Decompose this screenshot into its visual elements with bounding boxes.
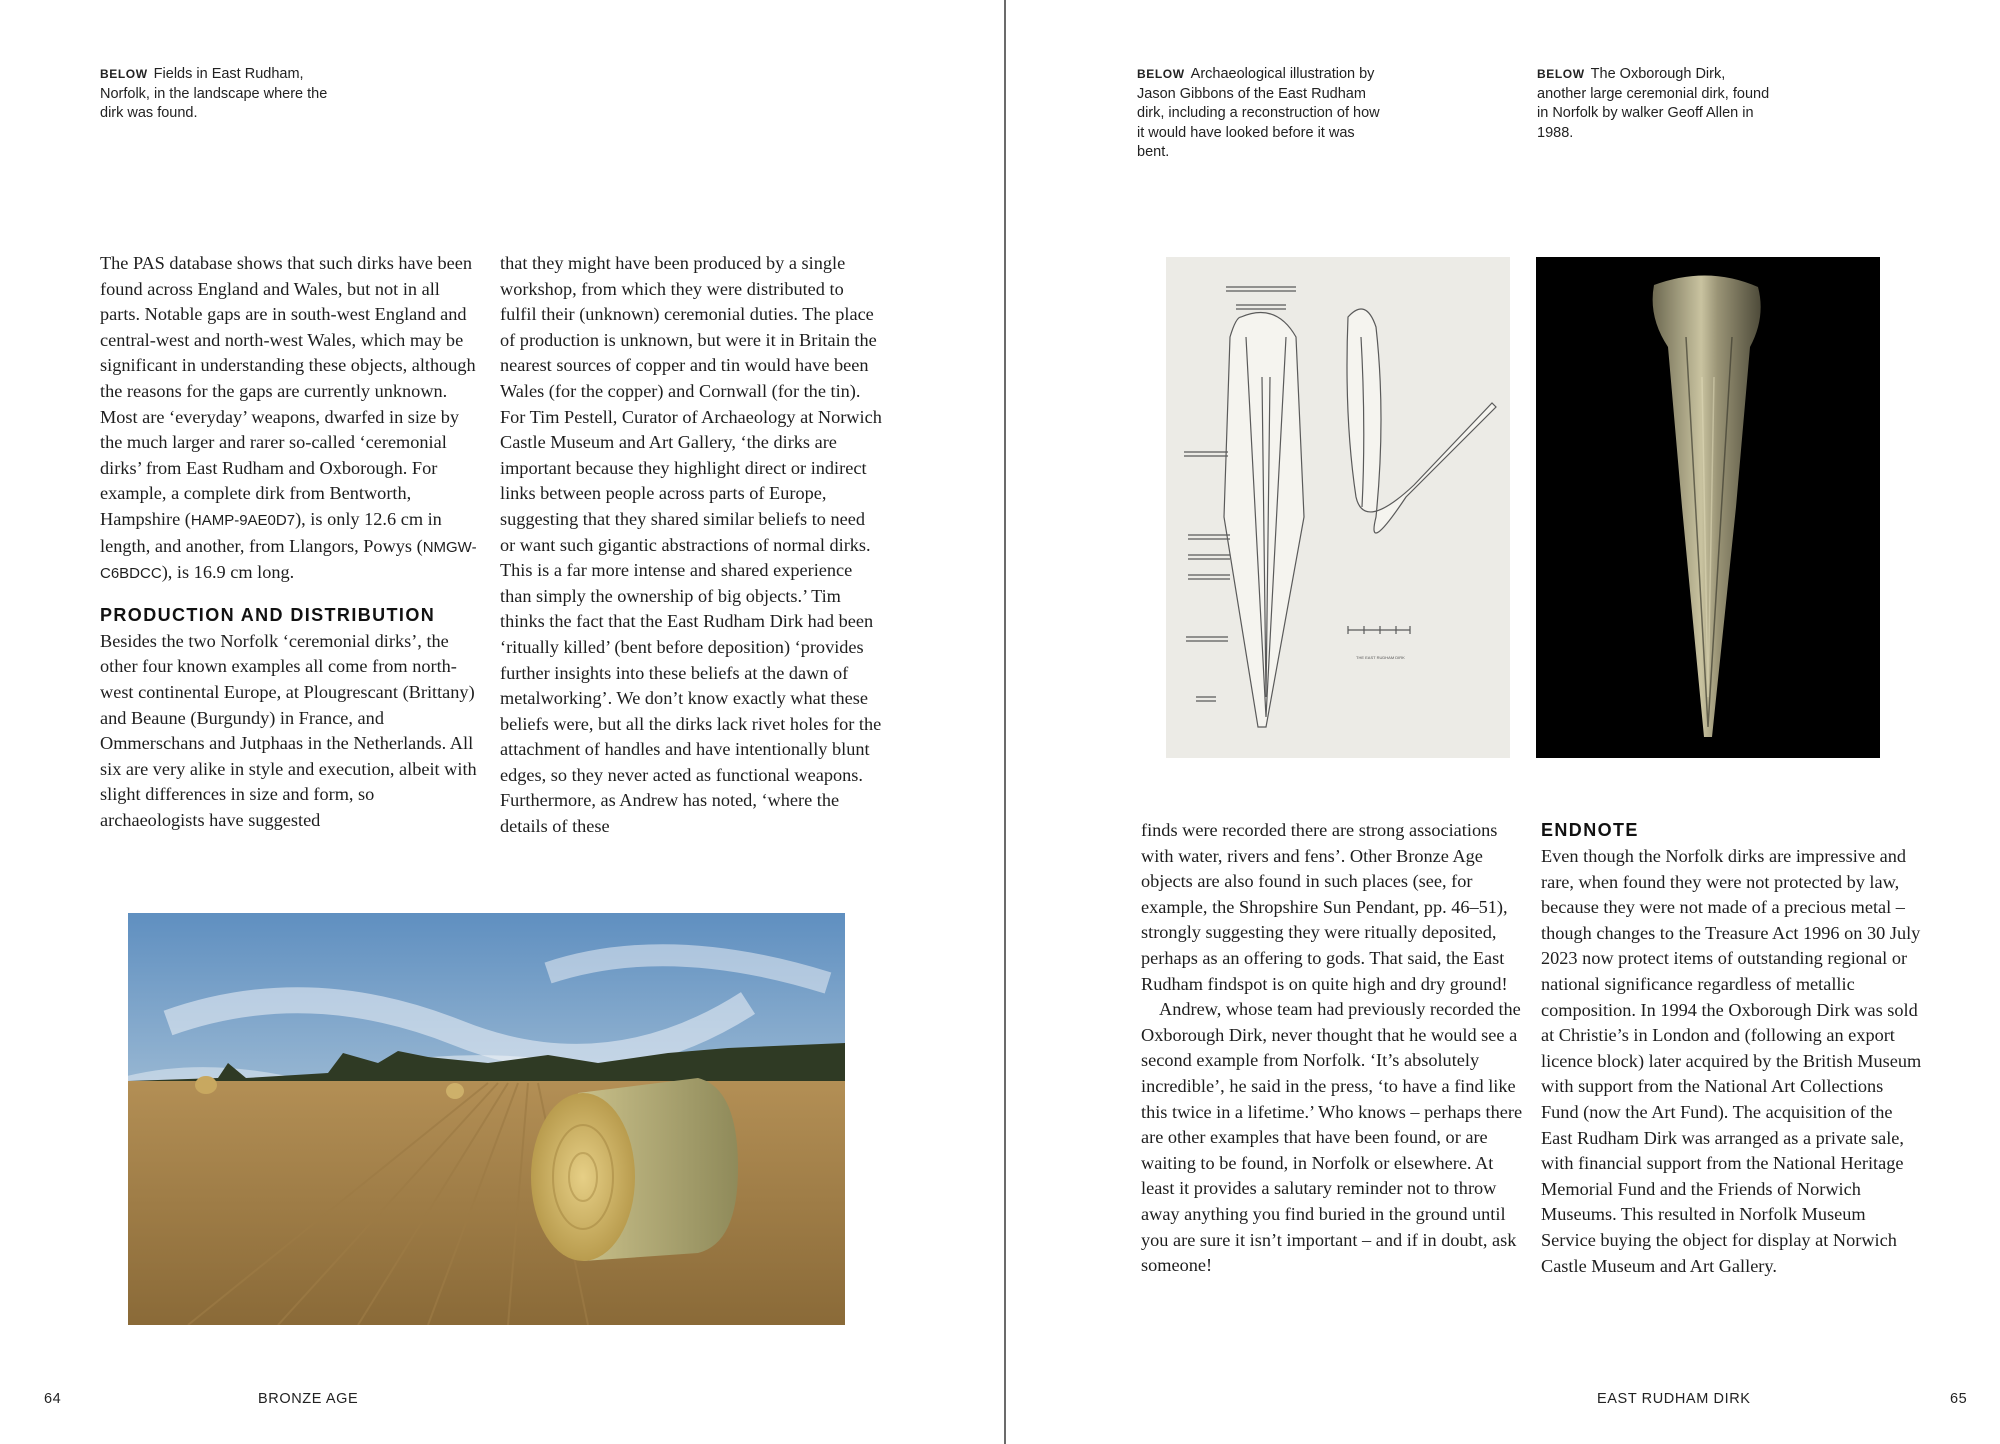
caption-oxborough [1537, 65, 1777, 143]
caption-lead: BELOW [100, 67, 148, 81]
oxborough-dirk-photo [1536, 257, 1880, 758]
caption-lead: BELOW [1137, 67, 1185, 81]
left-page-number: 64 [44, 1391, 62, 1407]
right-column-1 [1141, 818, 1523, 1279]
caption-illustration [1137, 65, 1387, 163]
pas-reference: HAMP-9AE0D7 [190, 511, 296, 529]
caption-fields [100, 65, 330, 124]
section-heading: PRODUCTION AND DISTRIBUTION [100, 604, 436, 625]
paragraph: Besides the two Norfolk ‘ceremonial dirks’, the other four known examples all come from north-west continental Europe, at Plougrescant (Brittany) and Beaune (Burgundy) in France, and Ommerschans and Jutphaas in the Netherlands. All six are very alike in style and execution, albeit with slight differences in size and form, so archaeologists have suggested [100, 630, 477, 830]
paragraph: that they might have been produced by a single workshop, from which they were distributed to fulfil their (unknown) ceremonial duties. The place of production is unknown, but were it in Britain the nearest sources of copper and tin would have been Wales (for the copper) and Cornwall (for the tin). For Tim Pestell, Curator of Archaeology at Norwich Castle Museum and Art Gallery, ‘the dirks are important because they highlight direct or indirect links between people across parts of Europe, suggesting that they shared similar beliefs to need or want such gigantic abstractions of normal dirks. This is a far more intense and shared experience than simply the ownership of big objects.’ Tim thinks the fact that the East Rudham Dirk had been ‘ritually killed’ (bent before deposition) ‘provides further insights into these beliefs at the dawn of metalworking’. We don’t know exactly what these beliefs were, but all the dirks lack rivet holes for the attachment of handles and have intentionally blunt edges, so they never acted as functional weapons. Furthermore, as Andrew has noted, ‘where the details of these [500, 253, 882, 837]
right-page-number: 65 [1950, 1391, 1968, 1407]
caption-text: Archaeological illustration by Jason Gibbons of the East Rudham dirk, including a reconstruction of how it would have looked before it was bent. [1137, 66, 1380, 160]
landscape-image [128, 913, 845, 1325]
right-column-2 [1541, 818, 1923, 1279]
paragraph: finds were recorded there are strong associations with water, rivers and fens’. Other Bronze Age objects are also found in such places (see, for example, the Shropshire Sun Pendant, pp. 46–51), strongly suggesting they were ritually deposited, perhaps as an offering to gods. That said, the East Rudham findspot is on quite high and dry ground! [1141, 820, 1508, 994]
spine-divider [1004, 0, 1006, 1444]
hay-bale-field-photo [128, 913, 845, 1325]
caption-text: Fields in East Rudham, Norfolk, in the landscape where the dirk was found. [100, 66, 328, 121]
left-running-footer: BRONZE AGE [258, 1391, 359, 1407]
pas-reference: NMGW-C6BDCC [100, 538, 477, 583]
text-run: ), is 16.9 cm long. [161, 562, 295, 583]
scale-caption: THE EAST RUDHAM DIRK [1356, 655, 1405, 660]
paragraph [100, 251, 480, 587]
text-run: ), is only 12.6 cm in length, and another, from Llangors, Powys ( [100, 508, 442, 556]
left-column-1 [100, 251, 480, 833]
left-column-2 [500, 251, 884, 840]
dirk-illustration [1166, 257, 1510, 758]
paragraph: Even though the Norfolk dirks are impressive and rare, when found they were not protected by law, because they were not made of a precious metal – though changes to the Treasure Act 1996 on 30 July 2023 now protect items of outstanding regional or national significance regardless of metallic composition. In 1994 the Oxborough Dirk was sold at Christie’s in London and (following an export licence block) later acquired by the British Museum with support from the National Art Collections Fund (now the Art Fund). The acquisition of the East Rudham Dirk was arranged as a private sale, with financial support from the National Heritage Memorial Fund and the Friends of Norwich Museums. This resulted in Norfolk Museum Service buying the object for display at Norwich Castle Museum and Art Gallery. [1541, 846, 1922, 1276]
dirk-drawing [1166, 257, 1510, 758]
endnote-heading: ENDNOTE [1541, 820, 1639, 840]
paragraph: Andrew, whose team had previously recorded the Oxborough Dirk, never thought that he would see a second example from Norfolk. ‘It’s absolutely incredible’, he said in the press, ‘to have a find like this twice in a lifetime.’ Who knows – perhaps there are other examples that have been found, or are waiting to be found, in Norfolk or elsewhere. At least it provides a salutary reminder not to throw away anything you find buried in the ground until you are sure it isn’t important – and if in doubt, ask someone! [1141, 999, 1523, 1276]
caption-lead: BELOW [1537, 67, 1585, 81]
text-run: The PAS database shows that such dirks have been found across England and Wales, but not in all parts. Notable gaps are in south-west England and central-west and north-west Wales, which may be significant in understanding these objects, although the reasons for the gaps are currently unknown. Most are ‘everyday’ weapons, dwarfed in size by the much larger and rarer so-called ‘ceremonial dirks’ from East Rudham and Oxborough. For example, a complete dirk from Bentworth, Hampshire ( [100, 253, 476, 529]
oxborough-dirk-image [1536, 257, 1880, 758]
right-running-footer: EAST RUDHAM DIRK [1597, 1391, 1751, 1407]
caption-text: The Oxborough Dirk, another large ceremonial dirk, found in Norfolk by walker Geoff Allen in 1988. [1537, 66, 1770, 141]
